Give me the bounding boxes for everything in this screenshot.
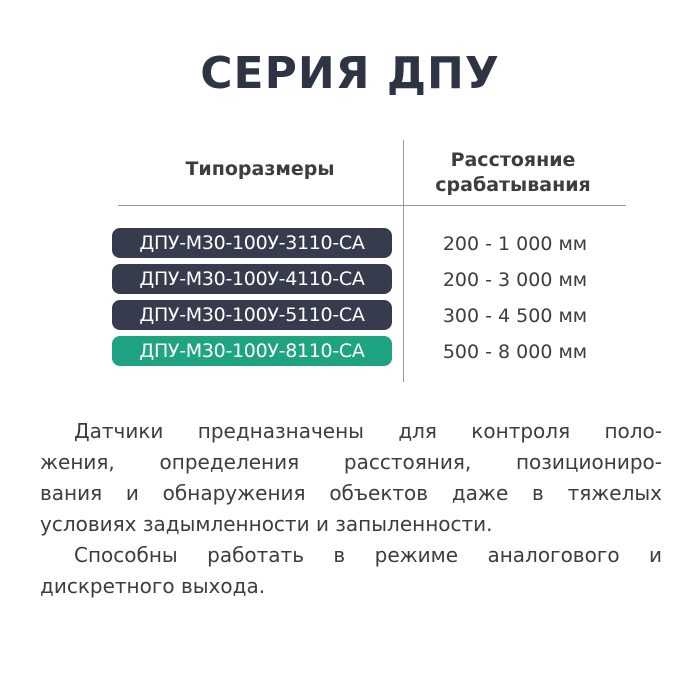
model-badge: ДПУ-М30-100У-3110-СА bbox=[112, 228, 392, 258]
table-vertical-divider bbox=[403, 140, 404, 382]
table-horizontal-divider bbox=[118, 205, 626, 206]
range-value: 200 - 3 000 мм bbox=[442, 269, 588, 291]
description-paragraph-1 bbox=[40, 416, 662, 540]
range-value: 200 - 1 000 мм bbox=[442, 233, 588, 255]
text-line: условиях задымленности и запыленности. bbox=[40, 512, 493, 536]
text-line: Датчики предназначены для контроля поло- bbox=[74, 419, 662, 443]
column-header-sizes: Типоразмеры bbox=[185, 158, 335, 180]
text-line: Способны работать в режиме аналогового и bbox=[74, 543, 662, 567]
column-header-distance-line1: Расстояние bbox=[450, 149, 576, 171]
text-line: жения, определения расстояния, позициониро- bbox=[40, 450, 662, 474]
text-line: вания и обнаружения объектов даже в тяжелых bbox=[40, 481, 662, 505]
model-badge-highlighted: ДПУ-М30-100У-8110-СА bbox=[112, 336, 392, 366]
model-badge: ДПУ-М30-100У-4110-СА bbox=[112, 264, 392, 294]
range-value: 300 - 4 500 мм bbox=[442, 305, 588, 327]
text-line: дискретного выхода. bbox=[40, 574, 266, 598]
description-paragraph-2 bbox=[40, 540, 662, 602]
page-title: СЕРИЯ ДПУ bbox=[200, 48, 500, 99]
range-value: 500 - 8 000 мм bbox=[442, 341, 588, 363]
model-badge: ДПУ-М30-100У-5110-СА bbox=[112, 300, 392, 330]
column-header-distance bbox=[418, 148, 608, 198]
column-header-distance-line2: срабатывания bbox=[435, 174, 591, 196]
